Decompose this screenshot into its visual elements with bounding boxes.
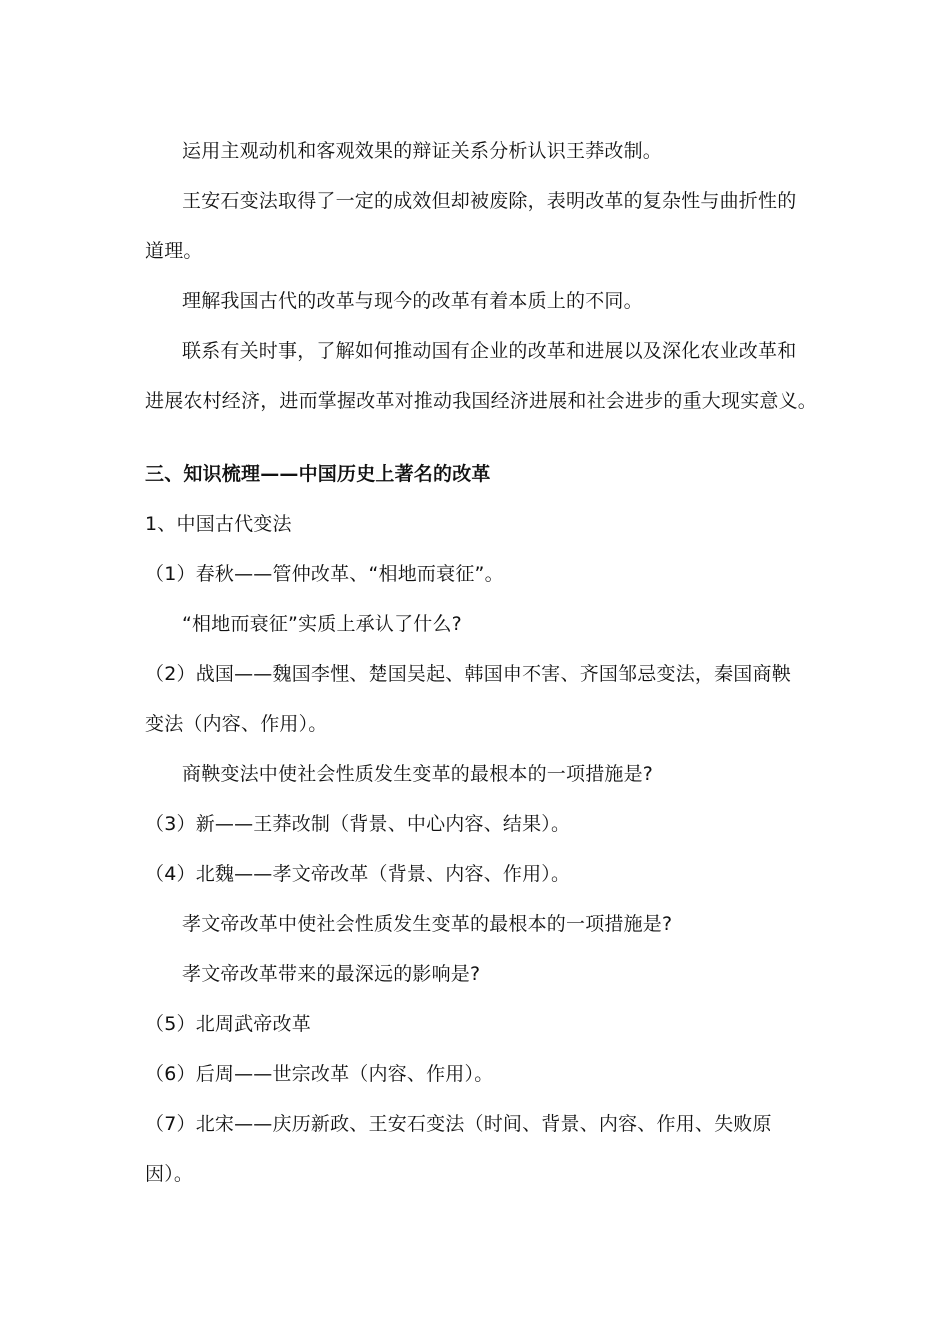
- list-item: （6）后周——世宗改革（内容、作用）。: [145, 1063, 494, 1085]
- subsection-heading: 1、中国古代变法: [145, 513, 292, 535]
- list-item: （4）北魏——孝文帝改革（背景、内容、作用）。: [145, 863, 571, 885]
- paragraph-line: 王安石变法取得了一定的成效但却被废除，表明改革的复杂性与曲折性的: [182, 190, 797, 212]
- list-item: （1）春秋——管仲改革、“相地而衰征”。: [145, 563, 504, 585]
- paragraph-line: 运用主观动机和客观效果的辩证关系分析认识王莽改制。: [182, 140, 663, 162]
- question-line: “相地而衰征”实质上承认了什么?: [182, 613, 462, 635]
- list-item-continuation: 因）。: [145, 1163, 194, 1185]
- list-item: （3）新——王莽改制（背景、中心内容、结果）。: [145, 813, 571, 835]
- question-line: 孝文帝改革中使社会性质发生变革的最根本的一项措施是?: [182, 913, 673, 935]
- list-item: （5）北周武帝改革: [145, 1013, 311, 1035]
- question-line: 孝文帝改革带来的最深远的影响是?: [182, 963, 481, 985]
- list-item: （2）战国——魏国李悝、楚国吴起、韩国申不害、齐国邹忌变法，秦国商鞅: [145, 663, 791, 685]
- list-item: （7）北宋——庆历新政、王安石变法（时间、背景、内容、作用、失败原: [145, 1113, 772, 1135]
- paragraph-line: 道理。: [145, 240, 203, 262]
- question-line: 商鞅变法中使社会性质发生变革的最根本的一项措施是?: [182, 763, 654, 785]
- section-heading: 三、知识梳理——中国历史上著名的改革: [145, 463, 491, 485]
- paragraph-line: 进展农村经济，进而掌握改革对推动我国经济进展和社会进步的重大现实意义。: [145, 390, 818, 412]
- paragraph-line: 联系有关时事，了解如何推动国有企业的改革和进展以及深化农业改革和: [182, 340, 797, 362]
- paragraph-line: 理解我国古代的改革与现今的改革有着本质上的不同。: [182, 290, 643, 312]
- list-item-continuation: 变法（内容、作用）。: [145, 713, 328, 735]
